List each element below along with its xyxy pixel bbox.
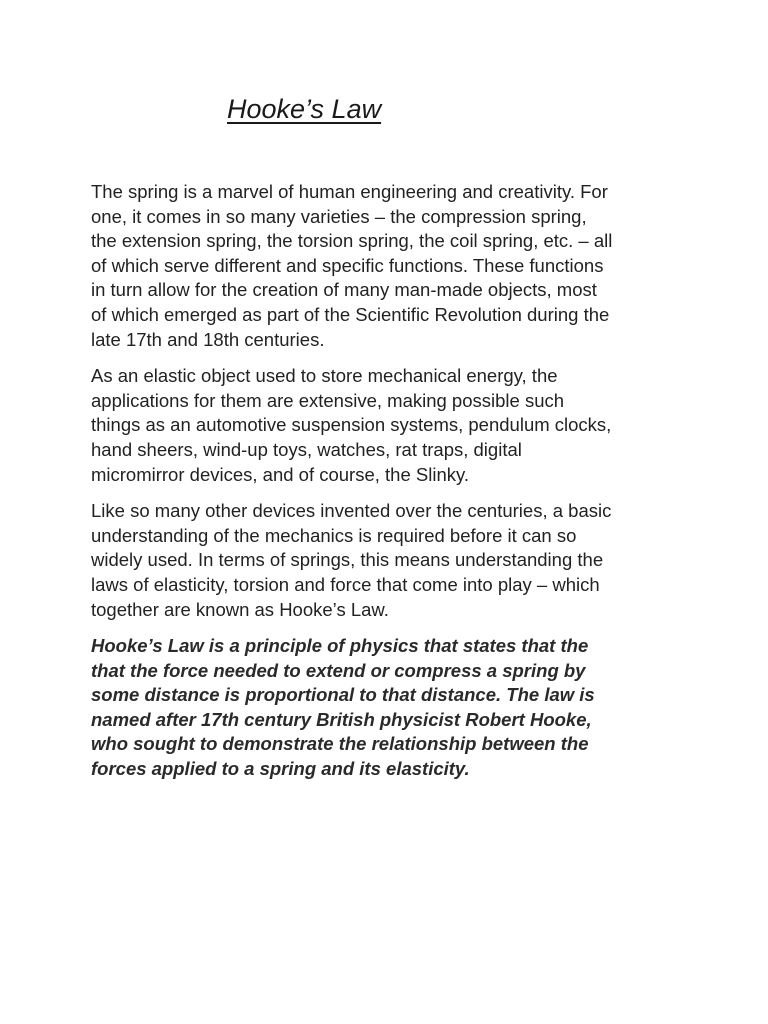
paragraph-line: forces applied to a spring and its elasticity.: [91, 758, 470, 780]
paragraph-line: Like so many other devices invented over the centuries, a basic: [91, 500, 612, 522]
paragraph-line: who sought to demonstrate the relationship between the: [91, 733, 589, 755]
paragraph-definition: [91, 634, 691, 782]
paragraph-applications: [91, 364, 691, 487]
paragraph-line: micromirror devices, and of course, the Slinky.: [91, 463, 470, 485]
paragraph-line: Hooke’s Law is a principle of physics that states that the: [91, 635, 589, 657]
paragraph-line: understanding of the mechanics is required before it can so: [91, 524, 577, 546]
document-body: [91, 180, 691, 794]
paragraph-line: that the force needed to extend or compress a spring by: [91, 659, 586, 681]
paragraph-line: together are known as Hooke’s Law.: [91, 598, 389, 620]
paragraph-line: widely used. In terms of springs, this means understanding the: [91, 549, 604, 571]
paragraph-line: The spring is a marvel of human engineering and creativity. For: [91, 181, 608, 202]
paragraph-line: of which serve different and specific functions. These functions: [91, 254, 604, 276]
paragraph-line: in turn allow for the creation of many man-made objects, most: [91, 279, 597, 301]
document-title: Hooke’s Law: [227, 94, 382, 124]
paragraph-line: some distance is proportional to that distance. The law is: [91, 684, 595, 706]
paragraph-line: the extension spring, the torsion spring, the coil spring, etc. – all: [91, 230, 613, 252]
paragraph-line: of which emerged as part of the Scientific Revolution during the: [91, 303, 610, 325]
paragraph-line: laws of elasticity, torsion and force that come into play – which: [91, 573, 600, 595]
paragraph-line: applications for them are extensive, making possible such: [91, 389, 565, 411]
paragraph-line: hand sheers, wind-up toys, watches, rat traps, digital: [91, 438, 522, 460]
paragraph-mechanics: [91, 499, 691, 622]
paragraph-line: late 17th and 18th centuries.: [91, 328, 325, 350]
paragraph-line: As an elastic object used to store mechanical energy, the: [91, 365, 558, 387]
paragraph-line: things as an automotive suspension systems, pendulum clocks,: [91, 414, 612, 436]
paragraph-line: one, it comes in so many varieties – the compression spring,: [91, 205, 587, 227]
paragraph-line: named after 17th century British physicist Robert Hooke,: [91, 708, 592, 730]
paragraph-intro: [91, 180, 691, 352]
